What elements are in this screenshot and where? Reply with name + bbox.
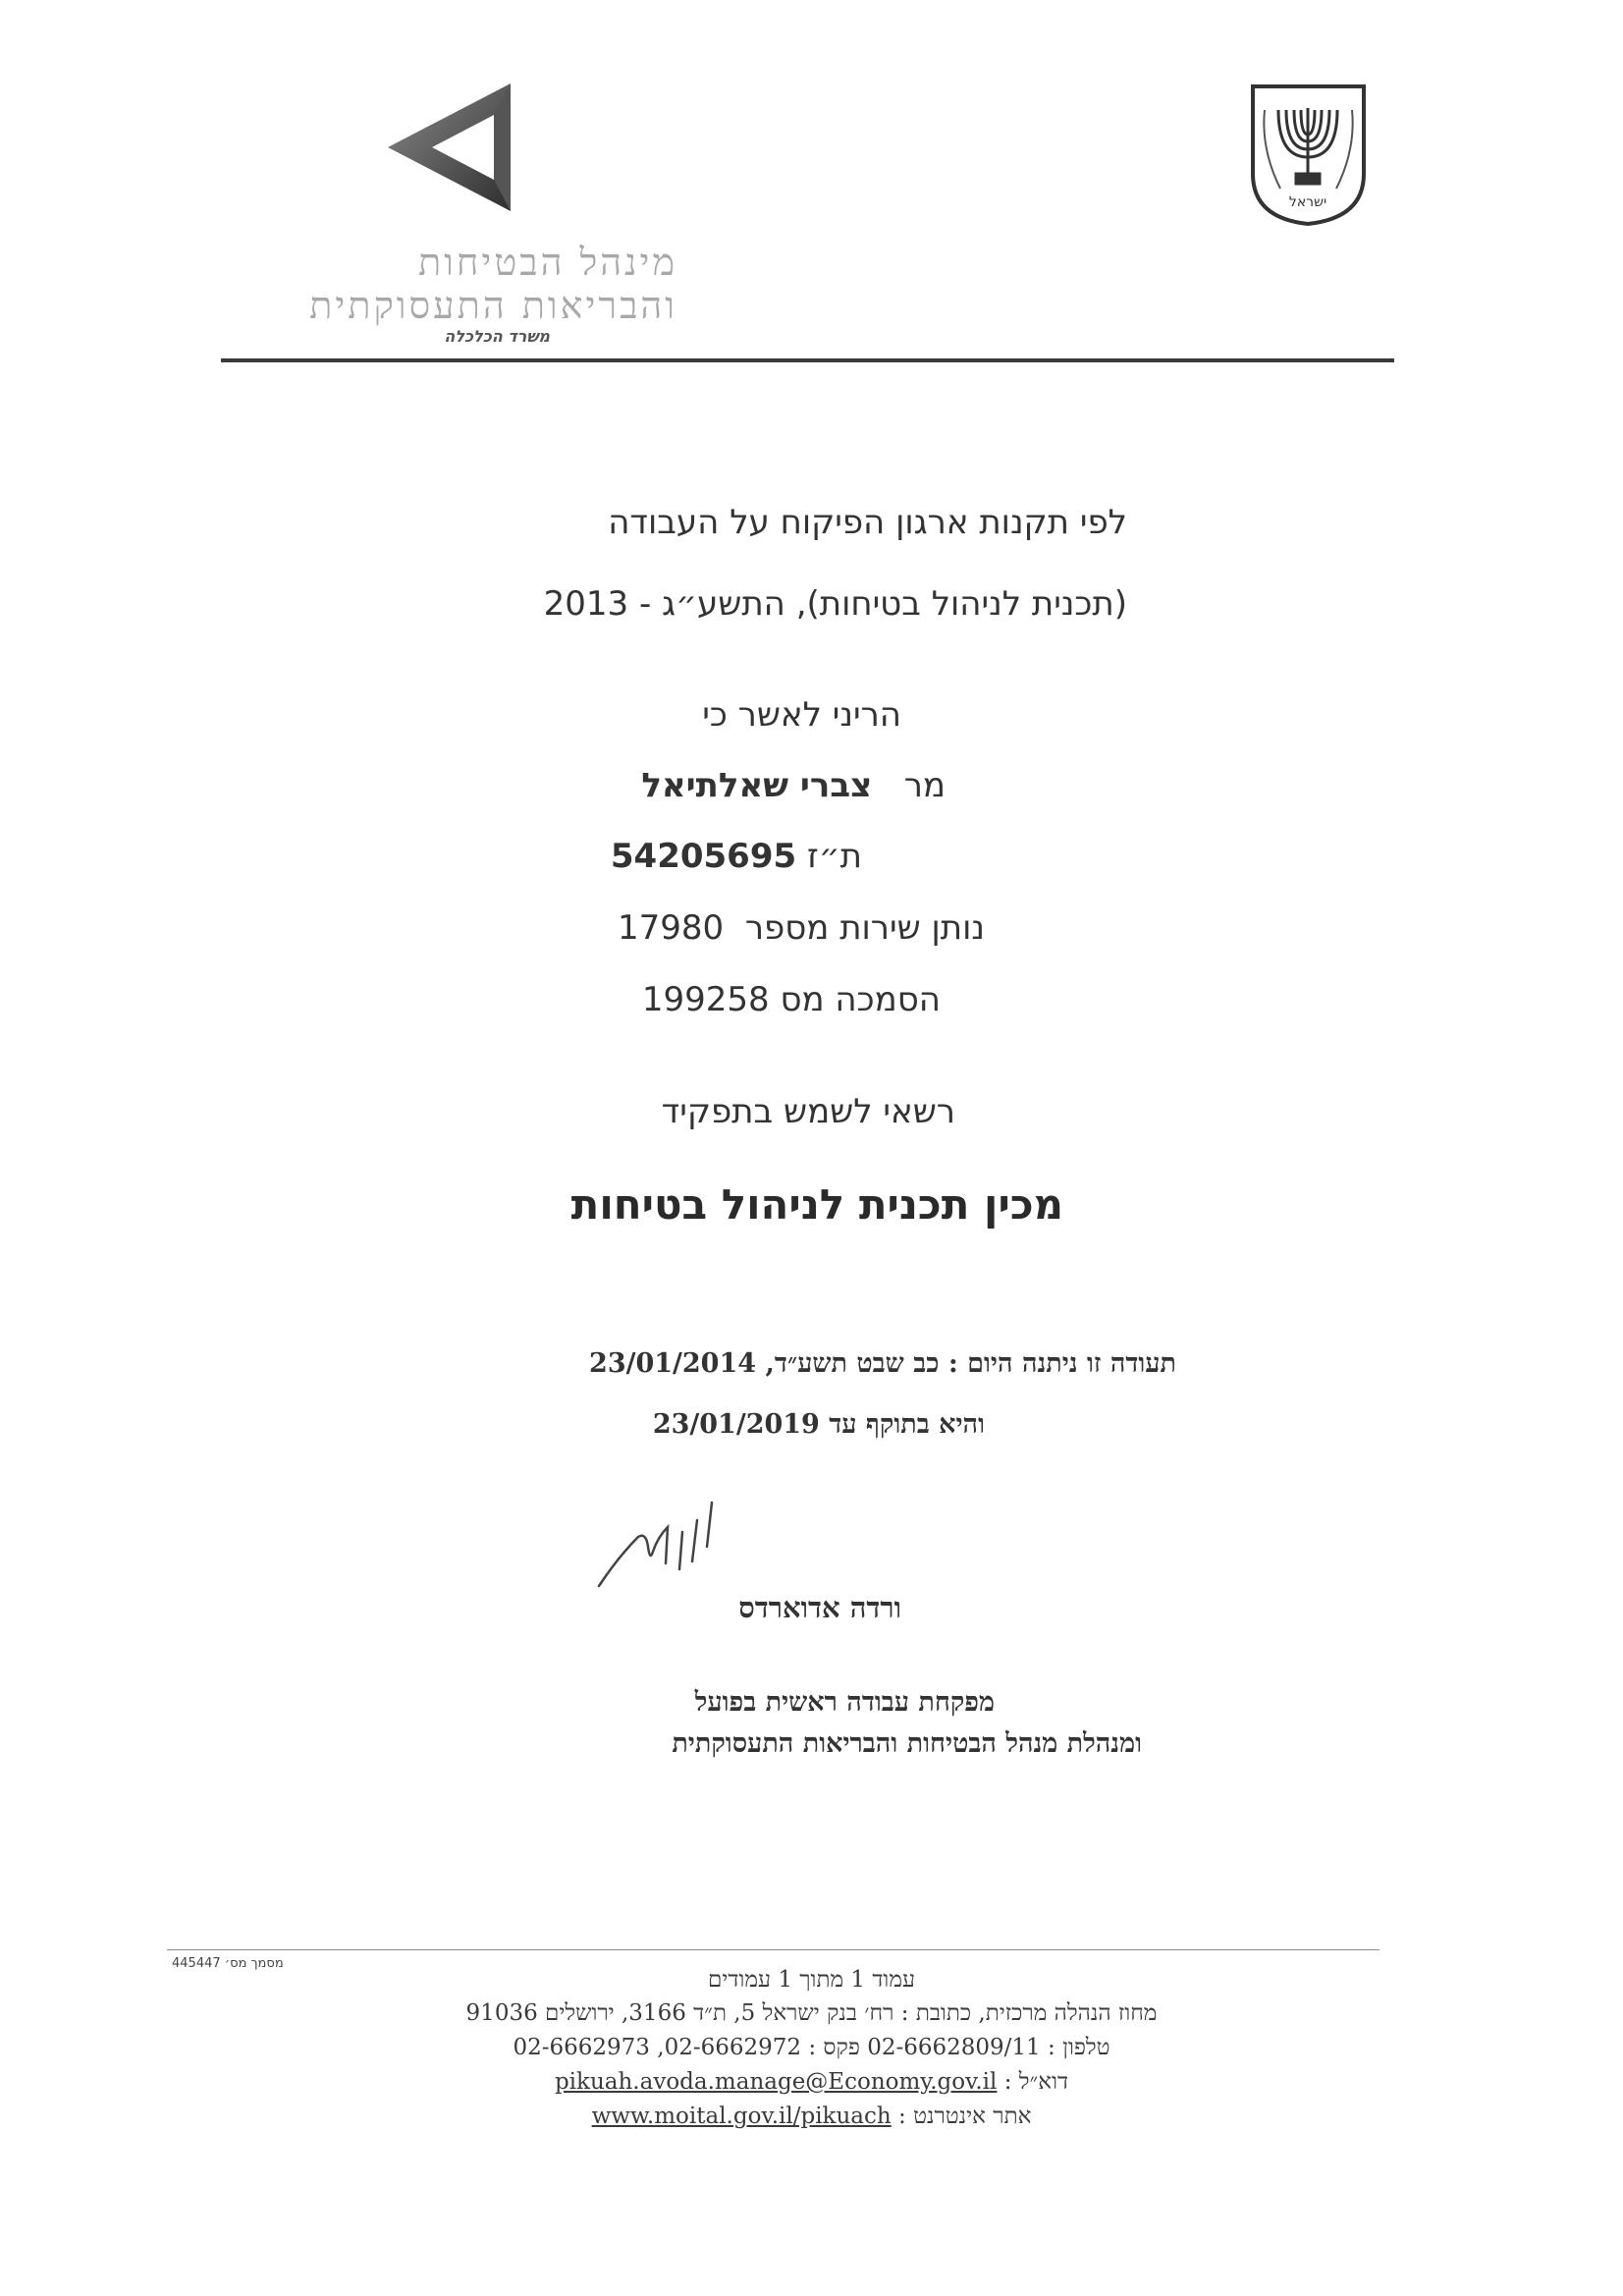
role-title: מכין תכנית לניהול בטיחות	[570, 1180, 1063, 1229]
document-number: מסמך מס׳ 445447	[172, 1956, 284, 1971]
email-label: דוא״ל :	[1003, 2069, 1069, 2095]
contact-web-line	[0, 2104, 1623, 2129]
signer-title-2: ומנהלת מנהל הבטיחות והבריאות התעסוקתית	[672, 1728, 1142, 1759]
phone-number: 02-6662809/11	[867, 2035, 1041, 2060]
provider-label: נותן שירות מספר	[744, 908, 985, 948]
regulation-line-2: (תכנית לניהול בטיחות), התשע״ג - 2013	[543, 584, 1127, 624]
contact-phone-line	[0, 2035, 1623, 2060]
contact-email-line	[0, 2069, 1623, 2095]
signer-title-1: מפקחת עבודה ראשית בפועל	[694, 1687, 995, 1718]
regulation-line-1: לפי תקנות ארגון הפיקוח על העבודה	[608, 503, 1127, 542]
office-address: מחוז הנהלה מרכזית, כתובת : רח׳ בנק ישראל 5, ת״ד 3166, ירושלים 91036	[465, 2000, 1158, 2026]
svg-text:ישראל: ישראל	[1288, 194, 1327, 210]
ministry-name-line1: מינהל הבטיחות	[417, 241, 677, 284]
id-label: ת״ז	[806, 837, 862, 876]
footer-divider	[167, 1949, 1380, 1950]
authorized-text: רשאי לשמש בתפקיד	[661, 1092, 955, 1131]
valid-label: והיא בתוקף עד	[829, 1409, 985, 1440]
certify-text: הריני לאשר כי	[702, 695, 901, 735]
signer-name: ורדה אדוארדס	[738, 1591, 901, 1624]
fax-number: 02-6662972, 02-6662973	[513, 2035, 802, 2060]
issued-line	[0, 1348, 1623, 1379]
valid-line	[0, 1409, 1623, 1440]
issued-date: 23/01/2014	[589, 1348, 757, 1379]
handwritten-signature	[579, 1493, 815, 1601]
phone-label: טלפון :	[1048, 2035, 1110, 2060]
state-emblem	[1247, 81, 1370, 228]
ministry-name-line2: והבריאות התעסוקתית	[309, 284, 677, 327]
ministry-logo	[378, 74, 525, 221]
permit-line	[0, 980, 1623, 1019]
holder-name: צברי שאלתיאל	[641, 766, 873, 805]
permit-number: 199258	[641, 980, 770, 1019]
fax-label: פקס :	[808, 2035, 860, 2060]
ministry-economy-label: משרד הכלכלה	[444, 327, 550, 346]
ministry-name	[245, 241, 677, 327]
email-link[interactable]: pikuah.avoda.manage@Economy.gov.il	[554, 2069, 998, 2095]
provider-number: 17980	[618, 908, 725, 948]
permit-label: הסמכה מס	[780, 980, 941, 1019]
issued-hebrew-date: כב שבט תשע״ד,	[765, 1348, 940, 1379]
holder-line	[0, 766, 1623, 805]
web-label: אתר אינטרנט :	[898, 2104, 1032, 2129]
issued-label: תעודה זו ניתנה היום :	[947, 1348, 1176, 1379]
provider-line	[0, 908, 1623, 948]
valid-date: 23/01/2019	[652, 1409, 820, 1440]
title-prefix: מר	[903, 766, 946, 805]
id-number: 54205695	[610, 837, 797, 876]
id-line	[0, 837, 1623, 876]
page-count: עמוד 1 מתוך 1 עמודים	[708, 1967, 915, 1993]
web-link[interactable]: www.moital.gov.il/pikuach	[591, 2104, 892, 2129]
header-divider	[221, 358, 1394, 362]
